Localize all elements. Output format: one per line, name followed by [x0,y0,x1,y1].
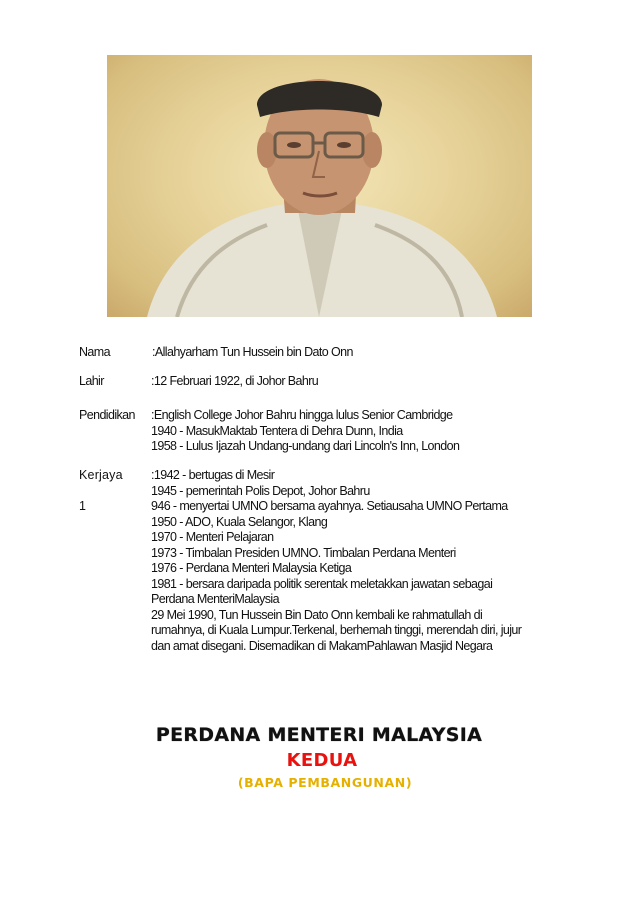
value-nama: :Allahyarham Tun Hussein bin Dato Onn [152,345,353,359]
kerjaya-line: 1950 - ADO, Kuala Selangor, Klang [151,514,328,529]
kerjaya-line: 1945 - pemerintah Polis Depot, Johor Bahru [151,483,370,498]
kerjaya-line: rumahnya, di Kuala Lumpur.Terkenal, berhemah tinggi, merendah diri, jujur [151,623,522,637]
kerjaya-line: :1942 - bertugas di Mesir [151,468,275,482]
kerjaya-line: 1976 - Perdana Menteri Malaysia Ketiga [151,561,352,575]
heading-kedua: KEDUA [286,750,358,771]
kerjaya-line: 946 - menyertai UMNO bersama ayahnya. Setiausaha UMNO Pertama [151,499,508,513]
pendidikan-line: 1958 - Lulus Ijazah Undang-undang dari Lincoln's Inn, London [151,439,460,453]
heading-bapa-pembangunan: (BAPA PEMBANGUNAN) [237,775,413,790]
pendidikan-line: :English College Johor Bahru hingga lulus Senior Cambridge [151,408,453,422]
label-kerjaya: Kerjaya [79,468,123,482]
label-pendidikan: Pendidikan [79,408,135,422]
kerjaya-line: 1981 - bersara daripada politik serentak meletakkan jawatan sebagai [151,576,493,591]
portrait-illustration [107,55,532,317]
kerjaya-stray-digit: 1 [79,499,86,513]
kerjaya-line: 29 Mei 1990, Tun Hussein Bin Dato Onn kembali ke rahmatullah di [151,607,483,622]
kerjaya-line: 1973 - Timbalan Presiden UMNO. Timbalan Perdana Menteri [151,545,456,560]
pendidikan-line: 1940 - MasukMaktab Tentera di Dehra Dunn, India [151,423,403,438]
heading-perdana-menteri: PERDANA MENTERI MALAYSIA [155,724,483,746]
kerjaya-line: dan amat disegani. Disemadikan di MakamPahlawan Masjid Negara [151,638,493,653]
kerjaya-line: 1970 - Menteri Pelajaran [151,530,274,544]
label-nama: Nama [79,345,110,359]
kerjaya-line: Perdana MenteriMalaysia [151,592,279,606]
value-lahir: :12 Februari 1922, di Johor Bahru [151,374,319,388]
portrait-image [107,55,532,317]
value-pendidikan [151,408,459,455]
value-kerjaya [151,468,521,654]
label-lahir: Lahir [79,374,104,388]
